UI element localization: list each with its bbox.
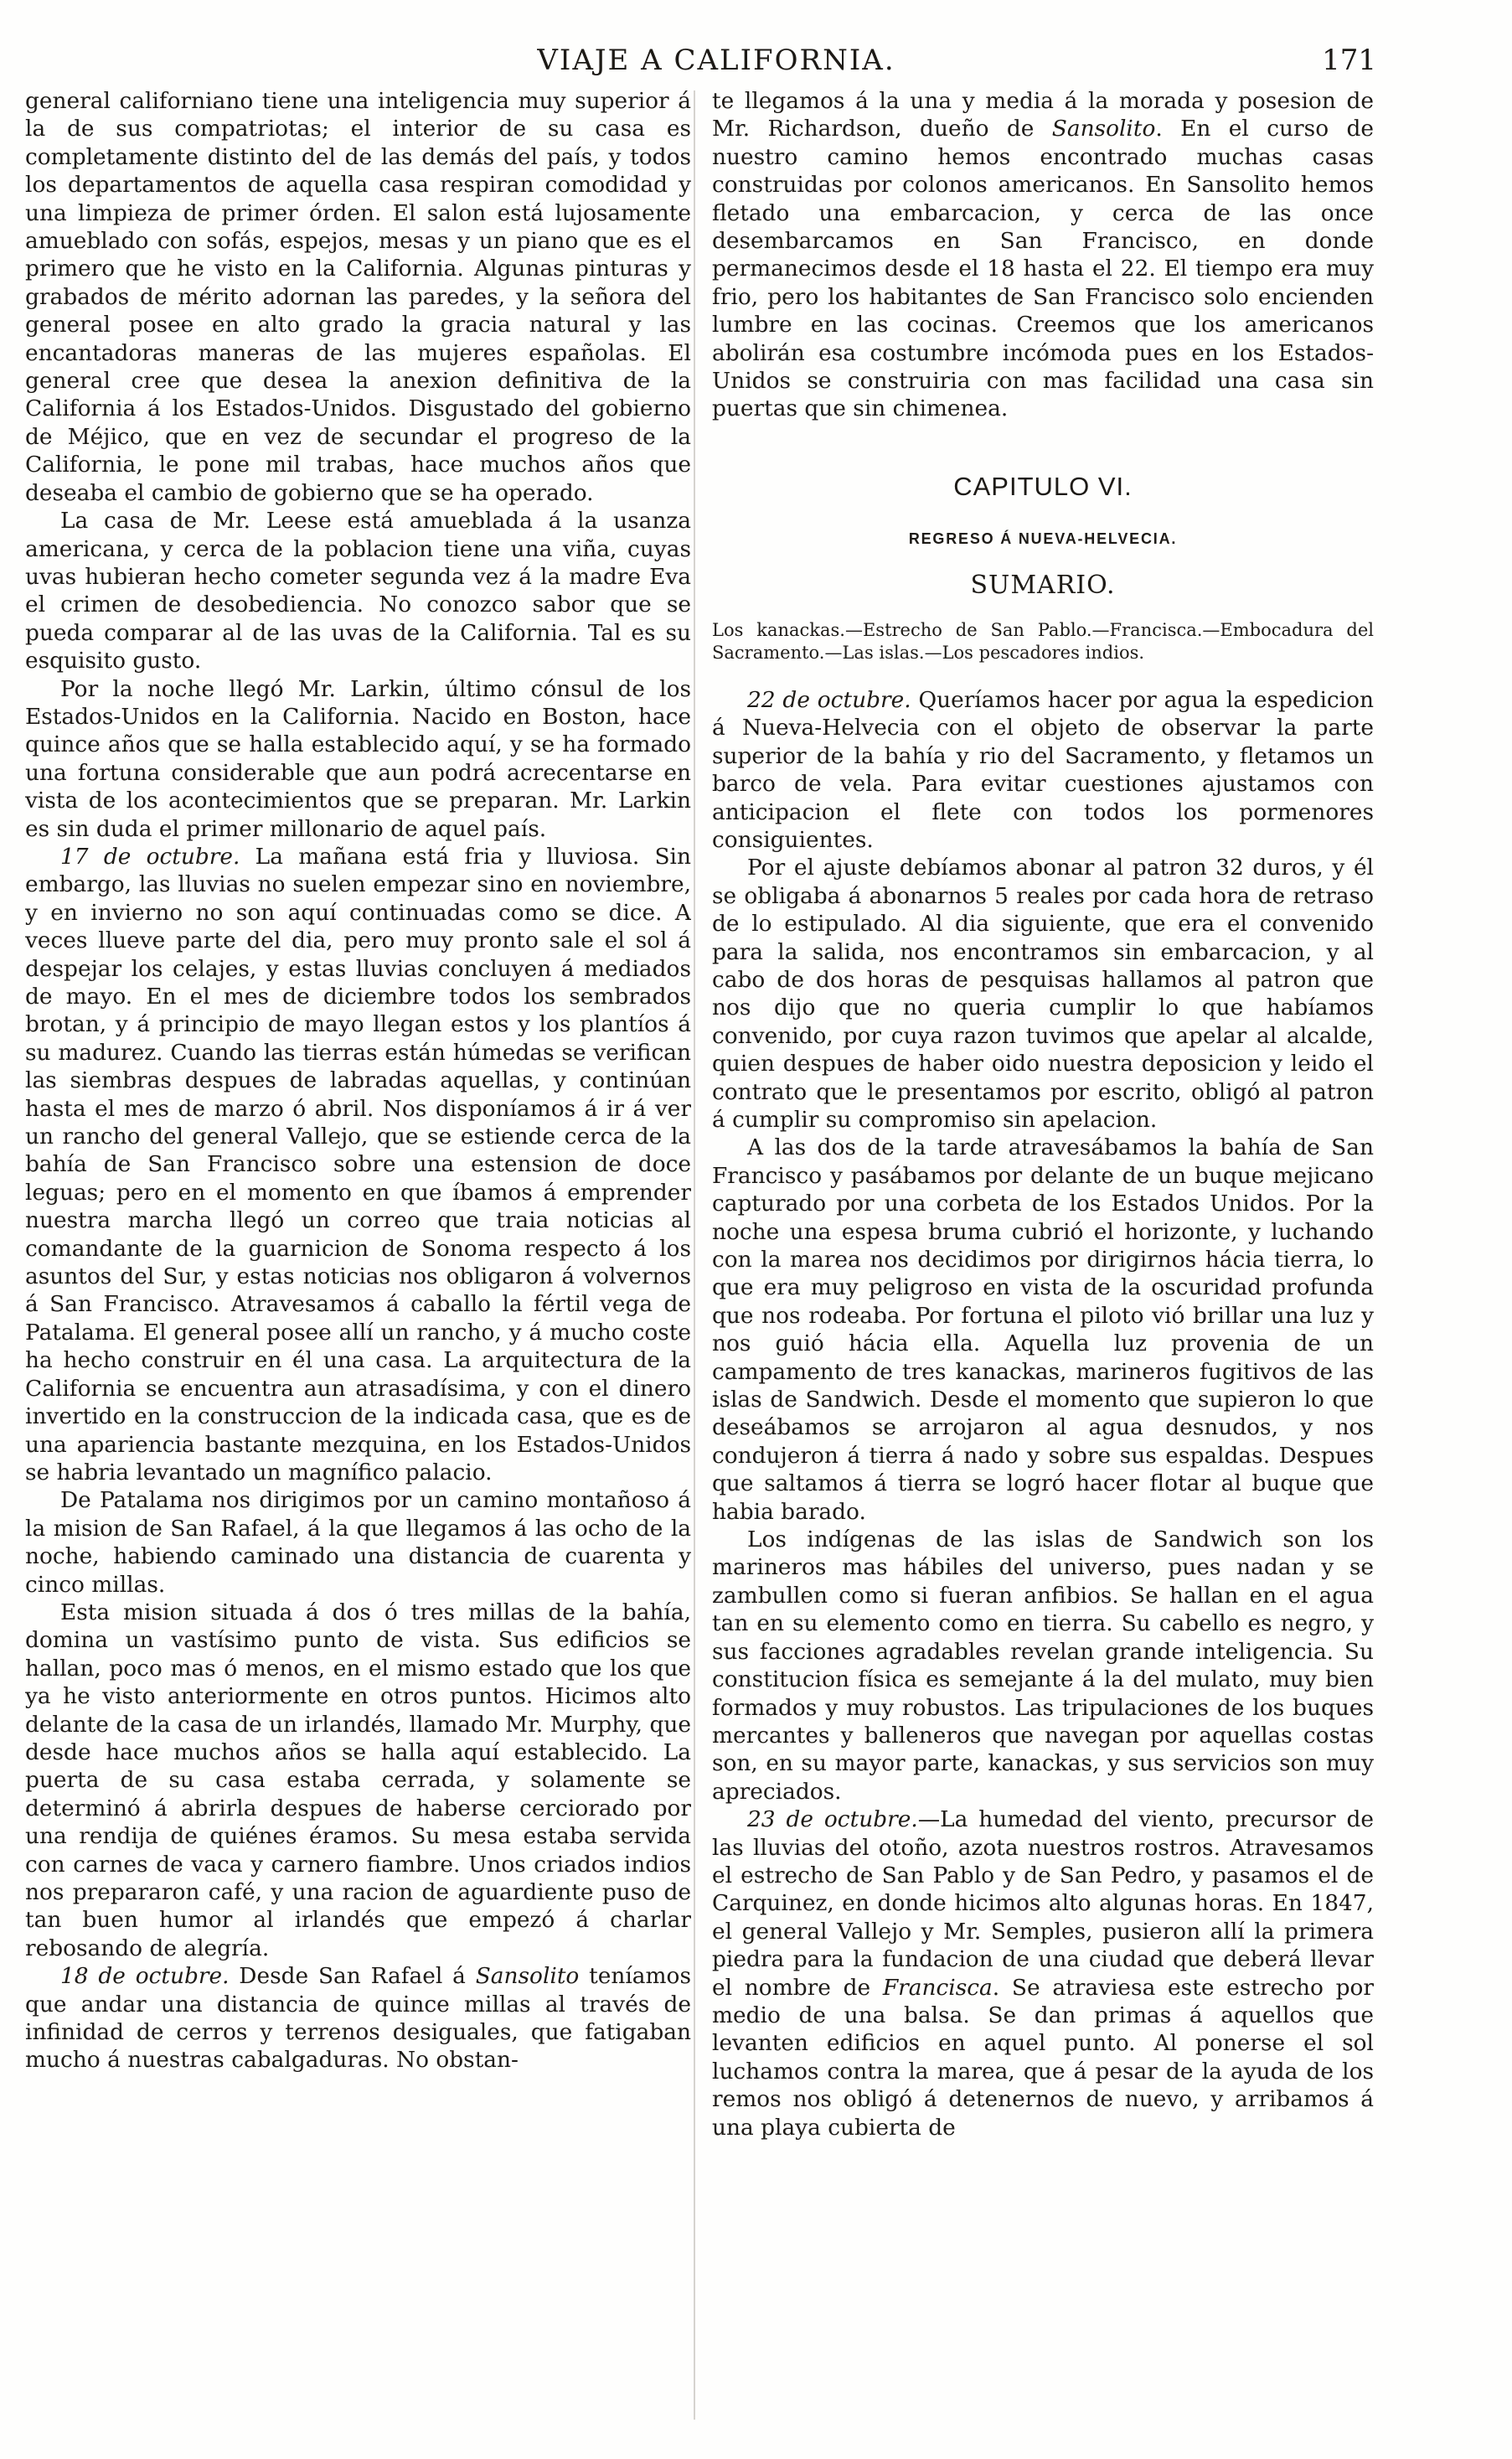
paragraph-bay-crossing: A las dos de la tarde atravesábamos la bahía de San Francisco y pasábamos por delante de un buque mejicano capturado por una corbeta de los Estados Unidos. Por la noche una espesa bruma cubrió el horizonte, y luchando con la marea nos decidimos por dirigirnos hácia tierra, lo que era muy peligroso en vista de la oscuridad profunda que nos rodeaba. Por fortuna el piloto vió brillar una luz y nos guió hácia ella. Aquella luz provenia de un campamento de tres kanackas, marineros fugitivos de las islas de Sandwich. Desde el momento que supieron lo que deseábamos se arrojaron al agua desnudos, y nos condujeron á tierra á nado y sobre sus espaldas. Despues que saltamos á tierra se logró hacer flotar al buque que habia barado. xyxy=(712,1134,1374,1525)
date-october-23: 23 de octubre. xyxy=(747,1806,918,1833)
date-october-22: 22 de octubre. xyxy=(747,686,911,713)
paragraph-san-rafael-road: De Patalama nos dirigimos por un camino montañoso á la mision de San Rafael, á la que llegamos á las ocho de la noche, habiendo caminado una distancia de cuarenta y cinco millas. xyxy=(25,1487,691,1598)
paragraph-mission: Esta mision situada á dos ó tres millas de la bahía, domina un vastísimo punto de vista. Sus edificios se hallan, poco mas ó menos, en el mismo estado que los que ya he visto anteriormente en otros puntos. Hicimos alto delante de la casa de un irlandés, llamado Mr. Murphy, que desde hace muchos años se halla aquí establecido. La puerta de su casa estaba cerrada, y solamente se determinó á abrirla despues de haberse cerciorado por una rendija de quiénes éramos. Su mesa estaba servida con carnes de vaca y carnero fiambre. Unos criados indios nos prepararon café, y una racion de aguardiente puso de tan buen humor al irlandés que empezó á charlar rebosando de alegría. xyxy=(25,1599,691,1961)
paragraph-contract: Por el ajuste debíamos abonar al patron 32 duros, y él se obligaba á abonarnos 5 reales por cada hora de retraso de lo estipulado. Al dia siguiente, que era el convenido para la salida, nos encontramos sin embarcacion, y al cabo de dos horas de pesquisas hallamos al patron que nos dijo que no queria cumplir lo que habíamos convenido, por cuya razon tuvimos que apelar al alcalde, quien despues de haber oido nuestra deposicion y leido el contrato que le presentamos por escrito, obligó al patron á cumplir su compromiso sin apelacion. xyxy=(712,855,1374,1133)
paragraph-october-23 xyxy=(712,1806,1374,2141)
date-october-18: 18 de octubre. xyxy=(60,1963,230,1990)
text-october-18-end: teníamos que andar una distancia de quince millas al través de infinidad de cerros y terrenos desiguales, que fatigaban mucho á nuestras cabalgaduras. No obstan- xyxy=(25,1963,691,2074)
paragraph-leese-house: La casa de Mr. Leese está amueblada á la usanza americana, y cerca de la poblacion tiene una viña, cuyas uvas hubieran hecho cometer segunda vez á la madre Eva el crimen de desobediencia. No conozco sabor que se pueda comparar al de las uvas de la California. Tal es su esquisito gusto. xyxy=(25,508,691,674)
text-journey-end: . En el curso de nuestro camino hemos encontrado muchas casas construidas por colonos americanos. En Sansolito hemos fletado una embarcacion, y cerca de las once desembarcamos en San Francisco, en donde permanecimos desde el 18 hasta el 22. El tiempo era muy frio, pero los habitantes de San Francisco solo encienden lumbre en las cocinas. Creemos que los americanos abolirán esa costumbre incómoda pues en los Estados-Unidos se construiria con mas facilidad una casa sin puertas que sin chimenea. xyxy=(712,116,1374,422)
text-journey-start: te llegamos á la una y media á la morada y posesion de Mr. Richardson, dueño de xyxy=(712,88,1374,142)
paragraph-october-22 xyxy=(712,686,1374,854)
chapter-title: CAPITULO VI. xyxy=(953,471,1133,501)
text-october-17: La mañana está fria y lluviosa. Sin embargo, las lluvias no suelen empezar sino en noviembre, y en invierno no son aquí continuadas como se dice. A veces llueve parte del dia, pero muy pronto sale el sol á despejar los celajes, y estas lluvias concluyen á mediados de mayo. En el mes de diciembre todos los sembrados brotan, y á principio de mayo llegan estos y los plantíos á su madurez. Cuando las tierras están húmedas se verifican las siembras despues de labradas aquellas, y continúan hasta el mes de marzo ó abril. Nos disponíamos á ir á ver un rancho del general Vallejo, que se estiende cerca de la bahía de San Francisco sobre una estension de doce leguas; pero en el momento en que íbamos á emprender nuestra marcha llegó un correo que traia noticias al comandante de la guarnicion de Sonoma respecto á los asuntos del Sur, y estas noticias nos obligaron á volvernos á San Francisco. Atravesamos á caballo la fértil vega de Patalama. El general posee allí un rancho, y á mucho coste ha hecho construir en él una casa. La arquitectura de la California se encuentra aun atrasadísima, y con el dinero invertido en la construccion de la indicada casa, que es de una apariencia bastante mezquina, en los Estados-Unidos se habria levantado un magnífico palacio. xyxy=(25,843,691,1485)
paragraph-general-residence: general californiano tiene una inteligencia muy superior á la de sus compatriotas; el interior de su casa es completamente distinto del de las demás del país, y todos los departamentos de aquella casa respiran comodidad y una limpieza de primer órden. El salon está lujosamente amueblado con sofás, espejos, mesas y un piano que es el primero que he visto en la California. Algunas pinturas y grabados de mérito adornan las paredes, y la señora del general posee en alto grado la gracia natural y las encantadoras maneras de las mujeres españolas. El general cree que desea la anexion definitiva de la California á los Estados-Unidos. Disgustado del gobierno de Méjico, que en vez de secundar el progreso de la California, le pone mil trabas, hace muchos años que deseaba el cambio de gobierno que se ha operado. xyxy=(25,88,691,506)
chapter-subtitle: REGRESO Á NUEVA-HELVECIA. xyxy=(908,530,1178,547)
running-header xyxy=(0,44,1512,85)
paragraph-october-17 xyxy=(25,843,691,1486)
page-number: 171 xyxy=(1322,44,1376,77)
summary-heading: SUMARIO. xyxy=(970,570,1116,600)
running-title: VIAJE A CALIFORNIA. xyxy=(537,44,895,77)
text-october-23-end: . Se atraviesa este estrecho por medio de una balsa. Se dan primas á aquellos que levanten edificios en aquel punto. Al ponerse el sol luchamos contra la marea, que á pesar de la ayuda de los remos nos obligó á detenernos de nuevo, y arribamos á una playa cubierta de xyxy=(712,1974,1374,2141)
paragraph-larkin: Por la noche llegó Mr. Larkin, último cónsul de los Estados-Unidos en la California. Nacido en Boston, hace quince años que se halla establecido aquí, y se ha formado una fortuna considerable que aun podrá acrecentarse en vista de los acontecimientos que se preparan. Mr. Larkin es sin duda el primer millonario de aquel país. xyxy=(25,675,691,842)
text-october-18-start: Desde San Rafael á xyxy=(229,1963,476,1990)
paragraph-october-18 xyxy=(25,1962,691,2074)
place-sansolito: Sansolito xyxy=(475,1963,580,1990)
text-october-22: Queríamos hacer por agua la espedicion á Nueva-Helvecia con el objeto de observar la parte superior de la bahía y rio del Sacramento, y fletamos un barco de vela. Para evitar cuestiones ajustamos con anticipacion el flete con todos los pormenores consiguientes. xyxy=(712,686,1374,853)
column-divider xyxy=(694,90,695,2420)
paragraph-sandwich-islanders: Los indígenas de las islas de Sandwich son los marineros mas hábiles del universo, pues nadan y se zambullen como si fueran anfibios. Se hallan en el agua tan en su elemento como en tierra. Su cabello es negro, y sus facciones agradables revelan grande inteligencia. Su constitucion física es semejante á la del mulato, muy bien formados y muy robustos. Las tripulaciones de los buques mercantes y balleneros que navegan por aquellas costas son, en su mayor parte, kanackas, y sus servicios son muy apreciados. xyxy=(712,1527,1374,1805)
date-october-17: 17 de octubre. xyxy=(60,843,240,870)
left-text-column xyxy=(25,87,691,2425)
place-sansolito-2: Sansolito xyxy=(1051,116,1156,142)
chapter-summary: Los kanackas.—Estrecho de San Pablo.—Francisca.—Embocadura del Sacramento.—Las islas.—Los pescadores indios. xyxy=(712,619,1374,663)
text-october-23-start: —La humedad del viento, precursor de las lluvias del otoño, azota nuestros rostros. Atravesamos el estrecho de San Pablo y de San Pedro, y pasamos el de Carquinez, en donde hicimos alto algunas horas. En 1847, el general Vallejo y Mr. Semples, pusieron allí la primera piedra para la fundacion de una ciudad que deberá llevar el nombre de xyxy=(712,1806,1374,2001)
right-text-column xyxy=(712,87,1374,2425)
paragraph-continued-journey xyxy=(712,87,1374,423)
place-francisca: Francisca xyxy=(882,1974,993,2001)
